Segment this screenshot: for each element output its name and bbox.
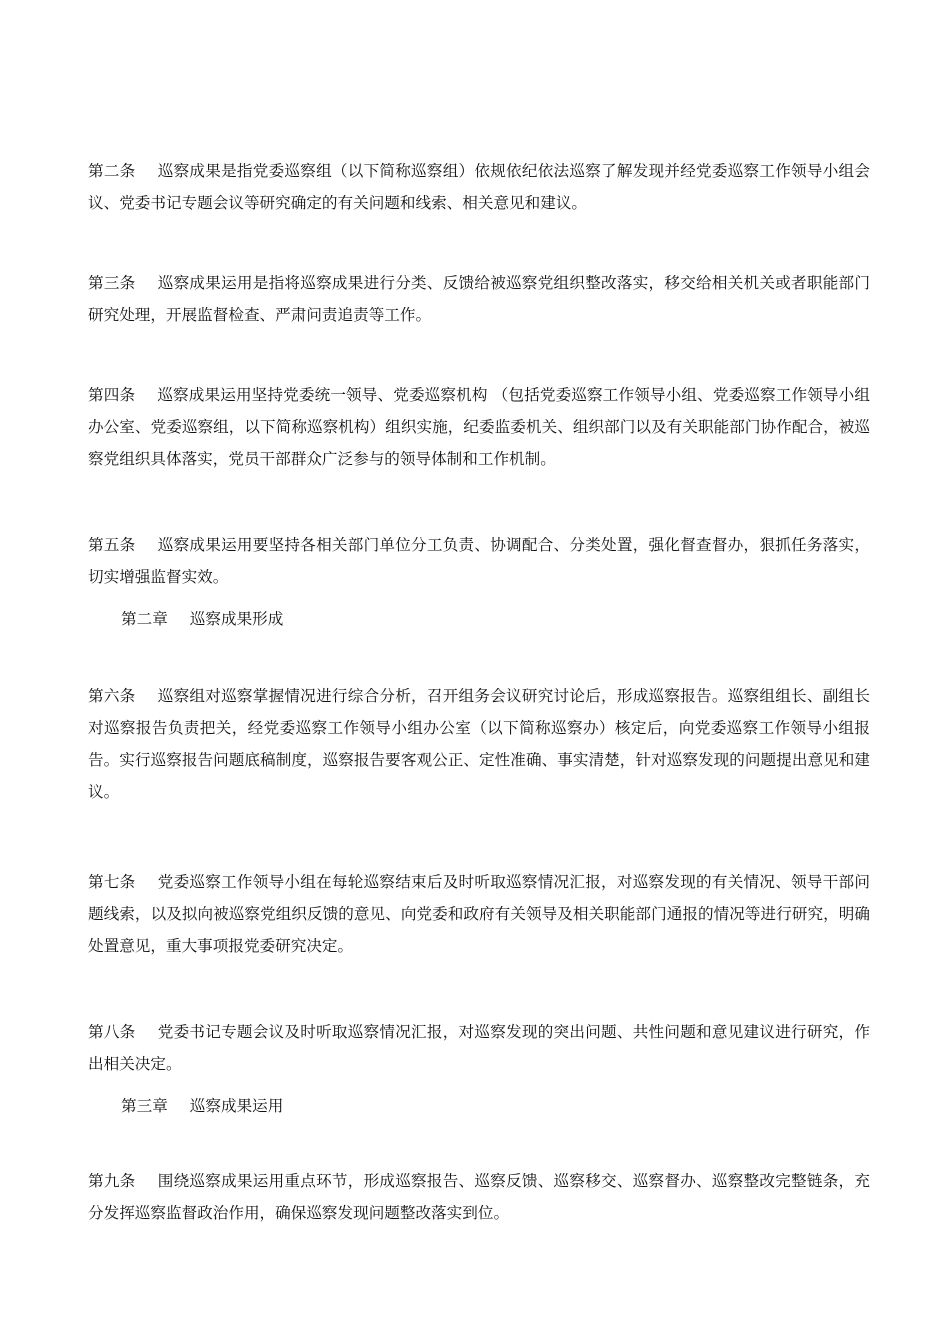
article-5: [88, 529, 870, 593]
article-number: 第二条: [88, 162, 136, 180]
article-number: 第九条: [88, 1172, 136, 1190]
article-9: [88, 1165, 870, 1229]
article-number: 第八条: [88, 1023, 136, 1041]
article-4: [88, 379, 870, 475]
article-number: 第五条: [88, 536, 136, 554]
article-text: 党委巡察工作领导小组在每轮巡察结束后及时听取巡察情况汇报，对巡察发现的有关情况、领导干部问题线索，以及拟向被巡察党组织反馈的意见、向党委和政府有关领导及相关职能部门通报的情况等进行研究，明确处置意见，重大事项报党委研究决定。: [88, 873, 870, 955]
article-text: 巡察组对巡察掌握情况进行综合分析，召开组务会议研究讨论后，形成巡察报告。巡察组组长、副组长对巡察报告负责把关，经党委巡察工作领导小组办公室（以下简称巡察办）核定后，向党委巡察工作领导小组报告。实行巡察报告问题底稿制度，巡察报告要客观公正、定性准确、事实清楚，针对巡察发现的问题提出意见和建议。: [88, 687, 870, 801]
chapter-2-heading: [121, 603, 283, 635]
chapter-number: 第二章: [121, 610, 168, 628]
article-text: 巡察成果运用要坚持各相关部门单位分工负责、协调配合、分类处置，强化督查督办，狠抓任务落实，切实增强监督实效。: [88, 536, 870, 586]
article-text: 巡察成果是指党委巡察组（以下简称巡察组）依规依纪依法巡察了解发现并经党委巡察工作领导小组会议、党委书记专题会议等研究确定的有关问题和线索、相关意见和建议。: [88, 162, 870, 212]
article-text: 巡察成果运用是指将巡察成果进行分类、反馈给被巡察党组织整改落实，移交给相关机关或者职能部门研究处理，开展监督检查、严肃问责追责等工作。: [88, 274, 870, 324]
article-2: [88, 155, 870, 219]
article-3: [88, 267, 870, 331]
article-number: 第三条: [88, 274, 136, 292]
article-6: [88, 680, 870, 808]
article-8: [88, 1016, 870, 1080]
article-number: 第七条: [88, 873, 136, 891]
article-text: 党委书记专题会议及时听取巡察情况汇报，对巡察发现的突出问题、共性问题和意见建议进行研究，作出相关决定。: [88, 1023, 870, 1073]
article-7: [88, 866, 870, 962]
article-number: 第四条: [88, 386, 136, 404]
chapter-number: 第三章: [121, 1097, 168, 1115]
article-number: 第六条: [88, 687, 136, 705]
chapter-title: 巡察成果运用: [189, 1097, 284, 1115]
article-text: 巡察成果运用坚持党委统一领导、党委巡察机构 （包括党委巡察工作领导小组、党委巡察工作领导小组办公室、党委巡察组，以下简称巡察机构）组织实施，纪委监委机关、组织部门以及有关职能部门协作配合，被巡察党组织具体落实，党员干部群众广泛参与的领导体制和工作机制。: [88, 386, 870, 468]
chapter-title: 巡察成果形成: [189, 610, 284, 628]
chapter-3-heading: [121, 1090, 283, 1122]
article-text: 围绕巡察成果运用重点环节，形成巡察报告、巡察反馈、巡察移交、巡察督办、巡察整改完整链条，充分发挥巡察监督政治作用，确保巡察发现问题整改落实到位。: [88, 1172, 870, 1222]
